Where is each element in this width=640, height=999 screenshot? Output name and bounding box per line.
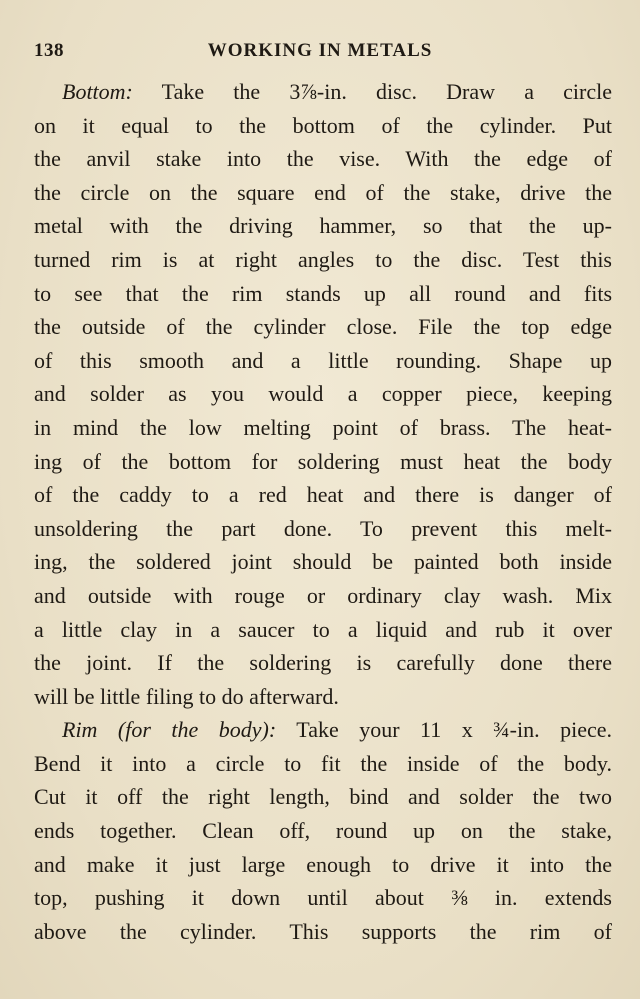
text-line: and make it just large enough to drive it into the — [34, 851, 612, 877]
text-line: Cut it off the right length, bind and solder the two — [34, 784, 612, 810]
text-line: ends together. Clean off, round up on the stake, — [34, 818, 612, 844]
text-line: will be little filing to do afterward. — [34, 683, 339, 709]
text-line: on it equal to the bottom of the cylinder. Put — [34, 112, 612, 138]
page-number: 138 — [34, 40, 64, 61]
text-line: the outside of the cylinder close. File the top edge — [34, 314, 612, 340]
text-line: Bottom: Take the 3⅞-in. disc. Draw a circle — [62, 79, 612, 104]
paragraph-bottom — [34, 75, 612, 713]
text-line: Bend it into a circle to fit the inside of the body. — [34, 750, 612, 776]
page-header — [34, 40, 606, 68]
text-line: to see that the rim stands up all round and fits — [34, 280, 612, 306]
text-line: of this smooth and a little rounding. Shape up — [34, 347, 612, 373]
text-line: above the cylinder. This supports the rim of — [34, 918, 612, 944]
text-line: a little clay in a saucer to a liquid and rub it over — [34, 616, 612, 642]
text-line: the anvil stake into the vise. With the edge of — [34, 146, 612, 172]
paragraph-lead: Bottom: — [62, 79, 133, 104]
text-line: and solder as you would a copper piece, keeping — [34, 381, 612, 407]
text-line: metal with the driving hammer, so that the up- — [34, 213, 612, 239]
text-line: ing, the soldered joint should be painted both inside — [34, 549, 612, 575]
paragraph-lead: Rim (for the body): — [62, 717, 277, 743]
text-line: the joint. If the soldering is carefully done there — [34, 650, 612, 676]
text-line: unsoldering the part done. To prevent this melt- — [34, 515, 612, 541]
text-line: ing of the bottom for soldering must heat the body — [34, 448, 612, 474]
text-line: and outside with rouge or ordinary clay wash. Mix — [34, 582, 612, 608]
text-line: Rim (for the body): Take your 11 x ¾-in. piece. — [62, 717, 613, 743]
running-head: WORKING IN METALS — [207, 40, 433, 61]
text-line: top, pushing it down until about ⅜ in. extends — [34, 885, 612, 911]
text-line: of the caddy to a red heat and there is danger of — [34, 482, 612, 508]
body-text — [34, 75, 612, 948]
text-line: in mind the low melting point of brass. The heat- — [34, 414, 612, 440]
text-line: the circle on the square end of the stake, drive the — [34, 179, 612, 205]
text-line: turned rim is at right angles to the disc. Test this — [34, 246, 612, 272]
paragraph-rim — [34, 713, 612, 948]
